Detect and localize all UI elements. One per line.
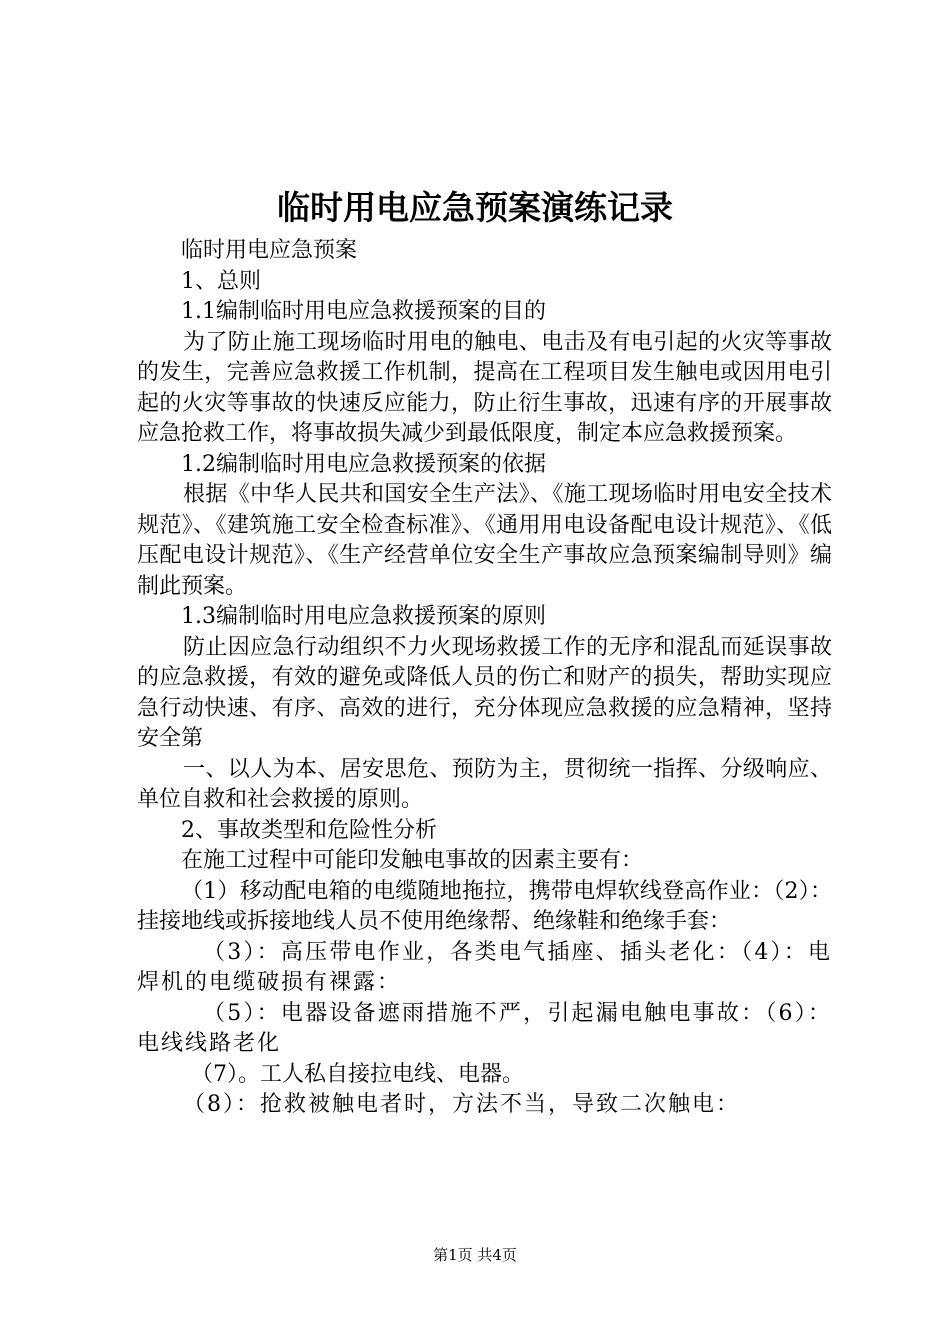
paragraph: 防止因应急行动组织不力火现场救援工作的无序和混乱而延误事故的应急救援，有效的避免或降低人员的伤亡和财产的损失，帮助实现应急行动快速、有序、高效的进行，充分体现应急救援的应急精神，坚持安全第 <box>137 634 832 751</box>
paragraph: 2、事故类型和危险性分析 <box>181 817 437 843</box>
page-footer: 第1页 共4页 <box>433 1246 517 1264</box>
paragraph: 1、总则 <box>181 268 261 294</box>
paragraph: （7）。工人私自接拉电线、电器。 <box>191 1061 524 1087</box>
paragraph: （8）：抢救被触电者时，方法不当，导致二次触电： <box>183 1092 740 1117</box>
paragraph: 1.2编制临时用电应急救援预案的依据 <box>181 451 546 477</box>
paragraph: 为了防止施工现场临时用电的触电、电击及有电引起的火灾等事故的发生，完善应急救援工作机制，提高在工程项目发生触电或因用电引起的火灾等事故的快速反应能力，防止衍生事故，迅速有序的开展事故应急抢救工作，将事故损失减少到最低限度，制定本应急救援预案。 <box>137 329 832 446</box>
paragraph: （3）：高压带电作业，各类电气插座、插头老化：（4）：电焊机的电缆破损有裸露： <box>137 939 832 995</box>
document-body <box>137 236 832 1121</box>
paragraph: （1）移动配电箱的电缆随地拖拉，携带电焊软线登高作业：（2）：挂接地线或拆接地线人员不使用绝缘帮、绝缘鞋和绝缘手套： <box>137 878 832 934</box>
paragraph: 一、以人为本、居安思危、预防为主，贯彻统一指挥、分级响应、单位自救和社会救援的原则。 <box>137 756 832 812</box>
paragraph: （5）：电器设备遮雨措施不严，引起漏电触电事故：（6）：电线线路老化 <box>137 1000 832 1056</box>
paragraph: 在施工过程中可能印发触电事故的因素主要有： <box>181 848 644 873</box>
paragraph: 1.3编制临时用电应急救援预案的原则 <box>181 604 546 629</box>
paragraph: 根据《中华人民共和国安全生产法》、《施工现场临时用电安全技术规范》、《建筑施工安全检查标准》、《通用用电设备配电设计规范》、《低压配电设计规范》、《生产经营单位安全生产事故应急预案编制导则》编制此预案。 <box>137 482 832 599</box>
paragraph: 临时用电应急预案 <box>181 238 358 263</box>
document-title: 临时用电应急预案演练记录 <box>277 188 673 227</box>
paragraph: 1.1编制临时用电应急救援预案的目的 <box>181 299 546 324</box>
